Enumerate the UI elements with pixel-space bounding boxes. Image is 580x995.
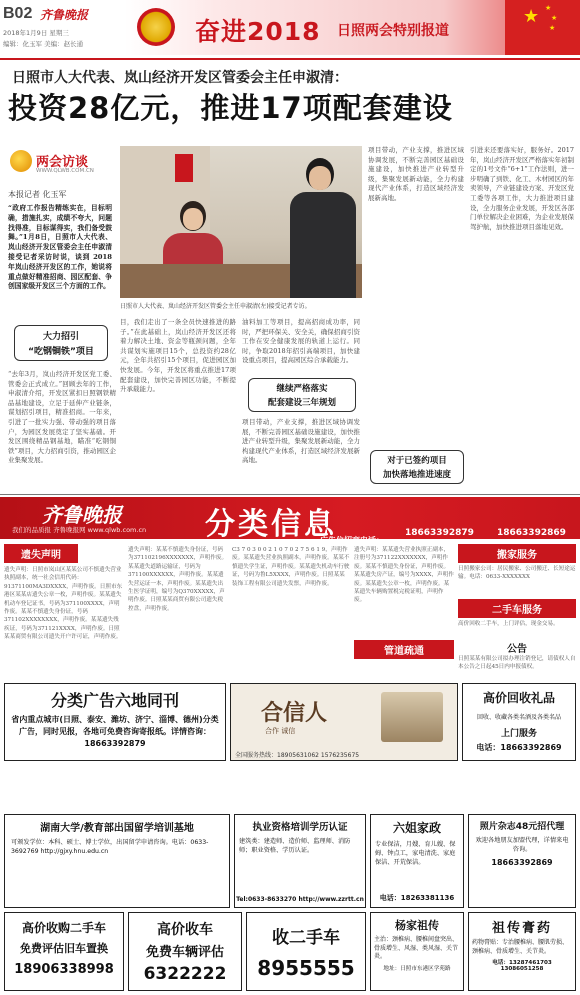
subhead-line-2: “吃钢铜铁”项目 <box>28 347 94 357</box>
subhead-line-1: 大力招引 <box>42 332 79 342</box>
flag-stand <box>175 154 193 182</box>
ad-gift-title: 高价回收礼品 <box>482 691 555 705</box>
ad-used-car-buy-phone: 18906338998 <box>14 962 114 977</box>
ad-qualification-title: 执业资格培训学历认证 <box>252 822 348 833</box>
ad-qualification-phone: Tel:0633-8633270 http://www.zzrtt.cn <box>236 896 364 903</box>
pullquote-1-line-2: 配套建设三年规划 <box>267 398 336 408</box>
date-line: 2018年1月9日 星期三 <box>3 29 69 37</box>
ad-car-purchase-sub: 免费车辆评估 <box>145 945 224 960</box>
hotline-label: 广告位招商电话： <box>320 536 384 545</box>
ad-gift-recycle <box>462 683 576 761</box>
ad-plaster <box>468 912 576 991</box>
article-column-3: 油料加工等项目，提高招商成功率，同时，严把环保关、安全关，确保招商引资工作在安全健康发展的轨道上运行。同时，争取2018年招引高端项目，加快建设重点项目，提高园区综合承载能力。 <box>242 318 360 365</box>
article-column-1: “去年3月，岚山经济开发区党工委、管委会正式成立。”回顾去年的工作，申淑清介绍，开发区紧扣日照钢铁精品基地建设，立足于延伸产业链条，谋划招引项目，精准招商。一年来，引进了一批实力强、带动强的项目落户，为园区发展奠定了坚实基础。开发区围绕精品钢基地，瞄准“吃钢铜铁”项目，大力招商引资，推动园区企业集聚发展。 <box>8 370 116 465</box>
ad-used-car-sell-title: 收二手车 <box>272 928 340 948</box>
ad-hunan-body: 可颁发学位：本科、硕士、博士学位，出国留学申请咨询。电话：0633-3692769 http://gjxy.hnu.edu.cn <box>11 839 209 855</box>
ad-yang-title: 杨家祖传 <box>395 919 439 932</box>
ad-car-purchase <box>128 912 242 991</box>
badge-icon <box>10 150 32 172</box>
moving-listing: 日照搬家公司：居民搬家、公司搬迁、长短途运输。电话：0633-XXXXXXX <box>458 566 576 581</box>
masthead <box>0 0 580 58</box>
ad-qualification <box>234 814 366 908</box>
editor-line: 编辑：化玉军 美编：赵长通 <box>3 40 84 48</box>
ad-hunan-title: 湖南大学/教育部出国留学培训基地 <box>40 823 194 834</box>
paper-name: 齐鲁晚报 <box>40 8 89 22</box>
ad-housekeeping-title: 六姐家政 <box>392 821 441 835</box>
ad-used-car-buy-sub: 免费评估旧车置换 <box>20 942 108 955</box>
interview-badge <box>10 148 110 182</box>
ad-gift-service: 上门服务 <box>500 729 537 739</box>
category-used-car: 二手车服务 <box>458 599 576 618</box>
page-number: B02 <box>3 5 33 22</box>
badge-url: WWW.QLWB.COM.CN <box>36 168 94 174</box>
subhead-box <box>14 325 108 361</box>
category-pipe: 管道疏通 <box>354 640 454 659</box>
pullquote-1-line-1: 继续严格落实 <box>276 384 328 394</box>
ad-hexinren-title: 合信人 <box>261 700 328 726</box>
ad-housekeeping-phone: 电话：18263381136 <box>379 894 455 902</box>
col-d-listings: 遗失声明：某某遗失营业执照正副本，注册号为371122XXXXXXX，声明作废。某某不慎遗失身份证，声明作废。某某遗失房产证，编号为XXXX，声明作废。某某遗失公章一枚，声明作废。某某遗失车辆购置税完税证明，声明作废。 <box>354 547 454 604</box>
ad-yang-body: 主治：颈椎病、腰椎间盘突出、骨质增生、风湿、类风湿、关节炎。 <box>374 936 459 961</box>
used-car-listing: 高价回收二手车，上门评估，现金交易。 <box>458 621 559 627</box>
ad-six-cities-title: 分类广告六地同刊 <box>50 691 179 710</box>
ad-housekeeping <box>370 814 464 908</box>
ad-photo-magazine <box>468 814 576 908</box>
ad-plaster-title: 祖传膏药 <box>491 921 552 936</box>
classified-logo: 齐鲁晚报 <box>42 503 122 527</box>
reporter-figure <box>288 158 358 298</box>
photo-caption: 日照市人大代表、岚山经济开发区管委会主任申淑清(左)接受记者专访。 <box>120 303 311 310</box>
article-photo <box>120 146 362 298</box>
ad-plaster-body: 药物膏贴：专治腰椎病、腰肌劳损、颈椎病、骨质增生、关节炎。 <box>472 939 569 955</box>
ad-car-purchase-phone: 6322222 <box>143 964 227 984</box>
ad-gift-phone: 电话：18663392869 <box>476 743 562 752</box>
ad-hexinren <box>230 683 458 761</box>
classified-title: 分类信息 <box>205 507 337 539</box>
pullquote-2-line-2: 加快落地推进速度 <box>382 470 451 480</box>
ad-six-cities-body: 省内重点城市(日照、泰安、潍坊、济宁、淄博、德州)分类广告，同时见报，各地可免费咨询寄报纸。详情咨询：18663392879 <box>11 715 219 748</box>
pullquote-2-line-1: 对于已签约项目 <box>387 456 447 466</box>
ad-used-car-buy <box>4 912 124 991</box>
ad-hexinren-sub: 合作 诚信 <box>265 727 296 735</box>
banner-title: 奋进2018 <box>195 17 321 46</box>
ad-yang-family <box>370 912 464 991</box>
article-headline: 投资28亿元，推进17项配套建设 <box>8 91 453 125</box>
article-bottom-rule <box>0 494 580 495</box>
article-column-3b: 项目带动，产业支撑，推进区域协调发展，不断完善园区基础设施建设，加快推进产业转型升级，集聚发展新动能，全力构建现代产业体系，打造区域经济发展新高地。 <box>242 418 360 465</box>
ad-car-purchase-title: 高价收车 <box>157 922 213 938</box>
ad-housekeeping-body: 专业保洁，月嫂、育儿嫂、保姆、钟点工，家电清洗、家庭保洁、开荒保洁。 <box>375 841 456 866</box>
col-c-listings: C3 7 0 3 0 0 2 1 0 7 0 2 7 5 6 1 9，声明作废。某某遗失营业执照副本，声明作废。某某不慎遗失学生证，声明作废。某某遗失机动车行驶证，号码为鲁L5XXXX，声明作废。日照某某装饰工程有限公司遗失发票，声明作废。 <box>232 547 350 587</box>
hotline-2[interactable]: 18663392869 <box>497 528 566 538</box>
ad-photo-title: 照片杂志48元招代理 <box>479 822 565 832</box>
badge-title: 两会访谈 <box>36 155 89 170</box>
banner-subtitle: 日照两会特别报道 <box>337 23 449 39</box>
notice-listing: 日照某某有限公司拟办理注销登记，请债权人自本公告之日起45日内申报债权。 <box>458 656 576 671</box>
classified-logo-sub: 我们的品质报 齐鲁晚报网 www.qlwb.com.cn <box>12 526 147 534</box>
category-notice: 公告 <box>507 644 527 655</box>
ad-plaster-phone: 电话：13287461703 13086051258 <box>492 960 552 973</box>
ad-yang-address: 地址：日照市东港区学苑路 <box>383 965 451 972</box>
flag-icon: ★ ★ ★ ★ <box>505 0 580 55</box>
col-services <box>458 544 576 680</box>
article-column-4: 项目带动，产业支撑，推进区域协调发展，不断完善园区基础设施建设，加快推进产业转型升级，集聚发展新动能，全力构建现代产业体系，打造区域经济发展新高地。 <box>368 146 464 202</box>
pullquote-1 <box>248 378 356 412</box>
category-moving: 搬家服务 <box>458 544 576 563</box>
article-column-2: 目，我们走出了一条全员快速推进的路子。”在此基础上，岚山经济开发区还将着力解决土地、资金等瓶颈问题，全年共谋划实施项目15个，总投资约28亿元，全年共招引15个项目，促进园区加快发展。今年，开发区将重点推进17项配套建设，加快完善园区功能，不断提升承载能力。 <box>120 318 236 394</box>
lost-listings: 遗失声明：日照市岚山区某某公司不慎遗失营业执照副本，统一社会信用代码：91371100MA3DXXXX，声明作废。日照市东港区某某店遗失公章一枚，声明作废。某某遗失机动车登记证书，号码为371100XXXX，声明作废。某某不慎遗失身份证，号码371102XXXXXXXX，声明作废。某某遗失残疾证，号码为371121XXXX，声明作废。日照某某商贸有限公司遗失开户许可证，声明作废。 <box>4 567 123 641</box>
pullquote-2 <box>370 450 464 484</box>
product-image <box>381 692 443 742</box>
ad-used-car-sell-phone: 8955555 <box>257 956 355 980</box>
hotline-1[interactable]: 18663392879 <box>405 528 474 538</box>
col-lost <box>4 544 124 680</box>
emblem-icon <box>137 8 175 46</box>
ad-hunan-university <box>4 814 230 908</box>
intro-paragraph: “政府工作报告精练实在，目标明确，措施扎实，成绩不夸大，问题找得准，目标谋得实，我们备受鼓舞。”1月8日，日照市人大代表、岚山经济开发区管委会主任申淑清接受记者采访时说，谈到 2018 年岚山经济开发区的工作，她说将重点做好精准招商、园区配套、争创国家级开发区三个方面的工作。 <box>8 204 112 291</box>
col-b-listings: 遗失声明：某某不慎遗失身份证，号码为371102196XXXXXXX，声明作废。某某遗失道路运输证，号码为371100XXXXXX，声明作废。某某遗失营运证一本，声明作废。某某遗失出生医学证明，编号为Q370XXXXX，声明作废。日照某某商贸有限公司遗失税控盘，声明作废。 <box>128 547 228 612</box>
banner <box>125 0 580 55</box>
byline: 本报记者 化玉军 <box>8 190 67 199</box>
article-kicker: 日照市人大代表、岚山经济开发区管委会主任申淑清： <box>12 70 348 86</box>
col-pipe <box>354 640 454 680</box>
ad-hexinren-phone: 全国服务热线：18905631062 1576235675 <box>235 752 360 759</box>
ad-six-cities <box>4 683 226 761</box>
header-rule <box>0 58 580 60</box>
category-lost-notice: 遗失声明 <box>4 544 78 563</box>
ad-photo-phone: 18663392869 <box>491 858 553 867</box>
article-column-5: 引进来还要落实好，服务好。2017年，岚山经济开发区严格落实年初制定的1号文件“6+1”工作法则，进一步明确了到铁、化工、木材园区的年卖领导，产业链建设方案、开发区党工委等各项工作，大力推进项目建设，全力服务企业发展，开发区各部门单位解决企业困难，为企业发展保驾护航，加快推进项目落地见效。 <box>470 146 574 231</box>
ad-used-car-buy-title: 高价收购二手车 <box>21 921 106 935</box>
ad-used-car-sell <box>246 912 366 991</box>
ad-gift-body: 回收、收藏各类名酒及各类名品 <box>476 714 561 721</box>
ad-qualification-body: 建筑类：建造师、造价师、监理师、消防师；职业资格、学历认证。 <box>239 838 351 854</box>
ad-photo-body: 欢迎各地朋友加盟代理，详情来电咨询。 <box>475 837 569 853</box>
